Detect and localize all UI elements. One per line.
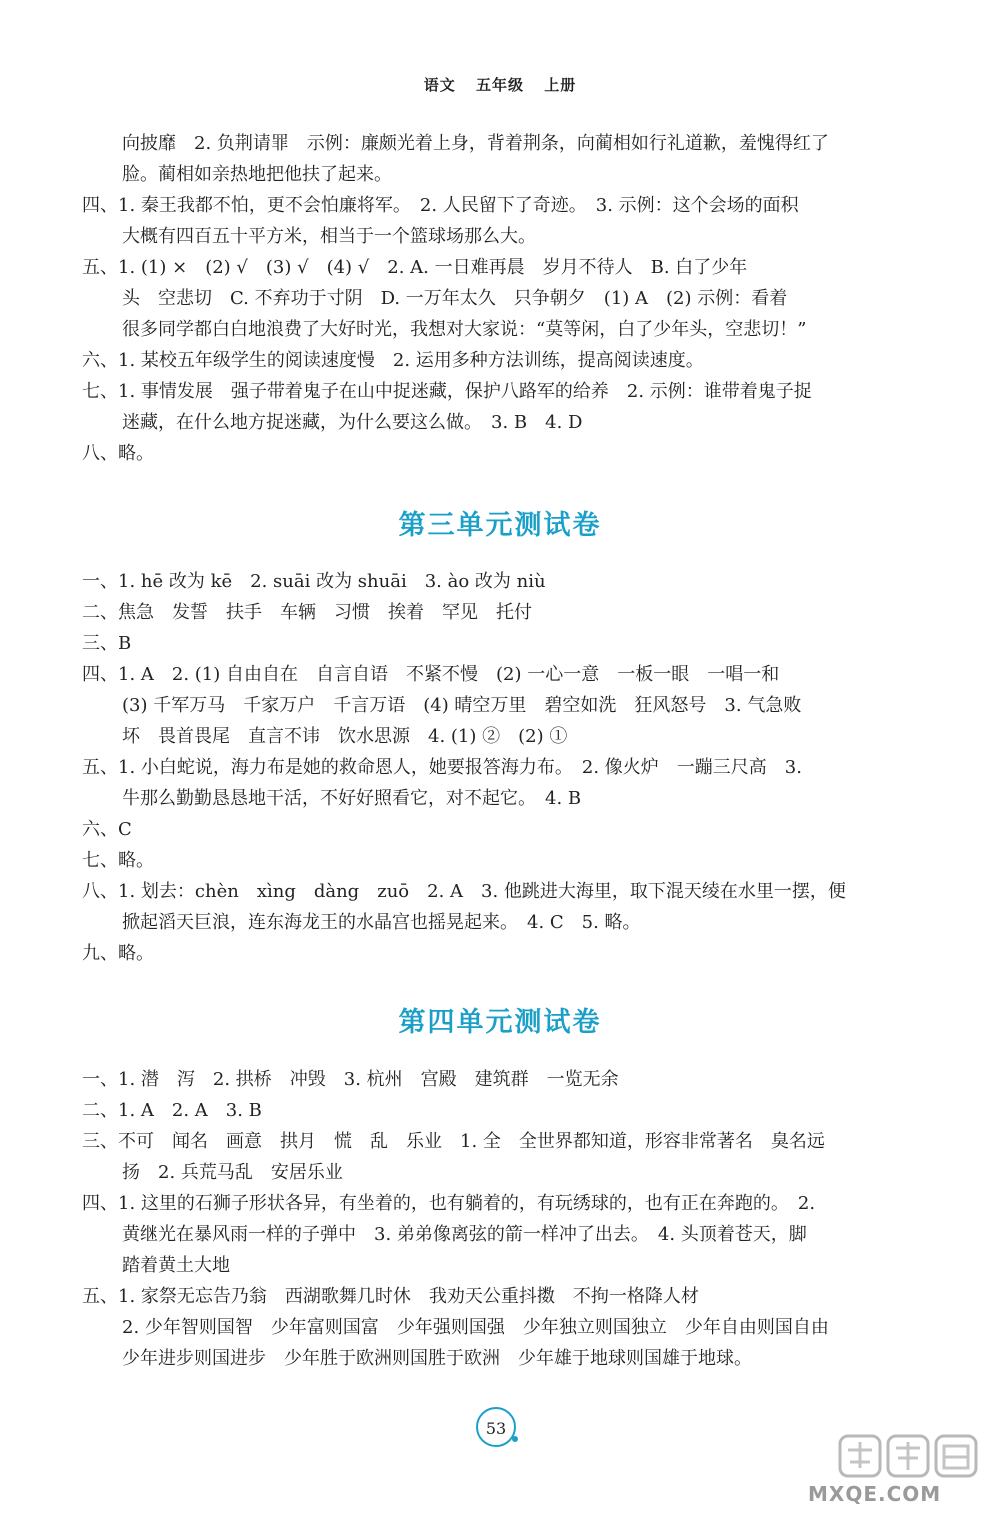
page-number-dot — [512, 1436, 518, 1442]
header-volume: 上册 — [544, 76, 577, 94]
answer-line: 黄继光在暴风雨一样的子弹中 3. 弟弟像离弦的箭一样冲了出去。 4. 头顶着苍天，脚 — [122, 1224, 807, 1245]
watermark-text: MXQE.COM — [808, 1482, 942, 1506]
answer-line: 头 空悲切 C. 不弃功于寸阴 D. 一万年太久 只争朝夕 (1) A (2) 示例：看着 — [122, 288, 788, 309]
answer-line: 五、1. 小白蛇说，海力布是她的救命恩人，她要报答海力布。 2. 像火炉 一蹦三尺高 3. — [82, 757, 802, 778]
answer-line: 六、1. 某校五年级学生的阅读速度慢 2. 运用多种方法训练，提高阅读速度。 — [82, 350, 704, 371]
unit4-title: 第四单元测试卷 — [398, 1007, 602, 1038]
answer-line: 九、略。 — [82, 943, 154, 964]
answer-line: 七、1. 事情发展 强子带着鬼子在山中捉迷藏，保护八路军的给养 2. 示例：谁带着鬼子捉 — [82, 381, 812, 402]
answer-line: 很多同学都白白地浪费了大好时光，我想对大家说：“莫等闲，白了少年头，空悲切！” — [122, 319, 807, 340]
answer-line: 向披靡 2. 负荆请罪 示例：廉颇光着上身，背着荆条，向蔺相如行礼道歉，羞愧得红了 — [122, 133, 829, 154]
unit3-answers — [82, 566, 912, 969]
answer-line: 八、略。 — [82, 443, 154, 464]
section-top — [82, 128, 912, 469]
answer-line: 八、1. 划去：chèn xìng dàng zuō 2. A 3. 他跳进大海里，取下混天绫在水里一摆，便 — [82, 881, 846, 902]
answer-line: 大概有四百五十平方米，相当于一个篮球场那么大。 — [122, 226, 536, 247]
watermark — [790, 1430, 990, 1510]
page-header — [0, 74, 1000, 95]
page-number: 53 — [476, 1407, 516, 1447]
answer-line: 脸。蔺相如亲热地把他扶了起来。 — [122, 164, 392, 185]
answer-line: 2. 少年智则国智 少年富则国富 少年强则国强 少年独立则国独立 少年自由则国自由 — [122, 1317, 829, 1338]
unit4-answers — [82, 1064, 912, 1374]
answer-line: 一、1. 潜 泻 2. 拱桥 冲毁 3. 杭州 宫殿 建筑群 一览无余 — [82, 1069, 619, 1090]
answer-line: (3) 千军万马 千家万户 千言万语 (4) 晴空万里 碧空如洗 狂风怒号 3. 气急败 — [122, 695, 802, 716]
answer-line: 二、1. A 2. A 3. B — [82, 1100, 262, 1121]
answer-line: 六、C — [82, 819, 132, 840]
answer-line: 五、1. 家祭无忘告乃翁 西湖歌舞几时休 我劝天公重抖擞 不拘一格降人材 — [82, 1286, 699, 1307]
answer-line: 二、焦急 发誓 扶手 车辆 习惯 挨着 罕见 托付 — [82, 602, 532, 623]
answer-line: 七、略。 — [82, 850, 154, 871]
watermark-logo-icon — [790, 1430, 990, 1482]
answer-line: 踏着黄土大地 — [122, 1255, 230, 1276]
answer-line: 四、1. 秦王我都不怕，更不会怕廉将军。 2. 人民留下了奇迹。 3. 示例：这个会场的面积 — [82, 195, 799, 216]
answer-line: 一、1. hē 改为 kē 2. suāi 改为 shuāi 3. ào 改为 niù — [82, 571, 546, 592]
answer-line: 少年进步则国进步 少年胜于欧洲则国胜于欧洲 少年雄于地球则国雄于地球。 — [122, 1348, 752, 1369]
answer-line: 三、B — [82, 633, 132, 654]
answer-line: 五、1. (1) × (2) √ (3) √ (4) √ 2. A. 一日难再晨 岁月不待人 B. 白了少年 — [82, 257, 748, 278]
answer-line: 三、不可 闻名 画意 拱月 慌 乱 乐业 1. 全 全世界都知道，形容非常著名 臭名远 — [82, 1131, 825, 1152]
answer-line: 坏 畏首畏尾 直言不讳 饮水思源 4. (1) ② (2) ① — [122, 726, 568, 747]
header-subject: 语文 — [423, 76, 456, 94]
answer-line: 牛那么勤勤恳恳地干活，不好好照看它，对不起它。 4. B — [122, 788, 582, 809]
header-grade: 五年级 — [475, 76, 524, 94]
answer-line: 四、1. A 2. (1) 自由自在 自言自语 不紧不慢 (2) 一心一意 一板一眼 一唱一和 — [82, 664, 780, 685]
answer-line: 迷藏，在什么地方捉迷藏，为什么要这么做。 3. B 4. D — [122, 412, 583, 433]
unit3-title: 第三单元测试卷 — [398, 510, 602, 541]
answer-line: 四、1. 这里的石狮子形状各异，有坐着的，也有躺着的，有玩绣球的，也有正在奔跑的。 2. — [82, 1193, 816, 1214]
answer-line: 掀起滔天巨浪，连东海龙王的水晶宫也摇晃起来。 4. C 5. 略。 — [122, 912, 641, 933]
answer-line: 扬 2. 兵荒马乱 安居乐业 — [122, 1162, 343, 1183]
